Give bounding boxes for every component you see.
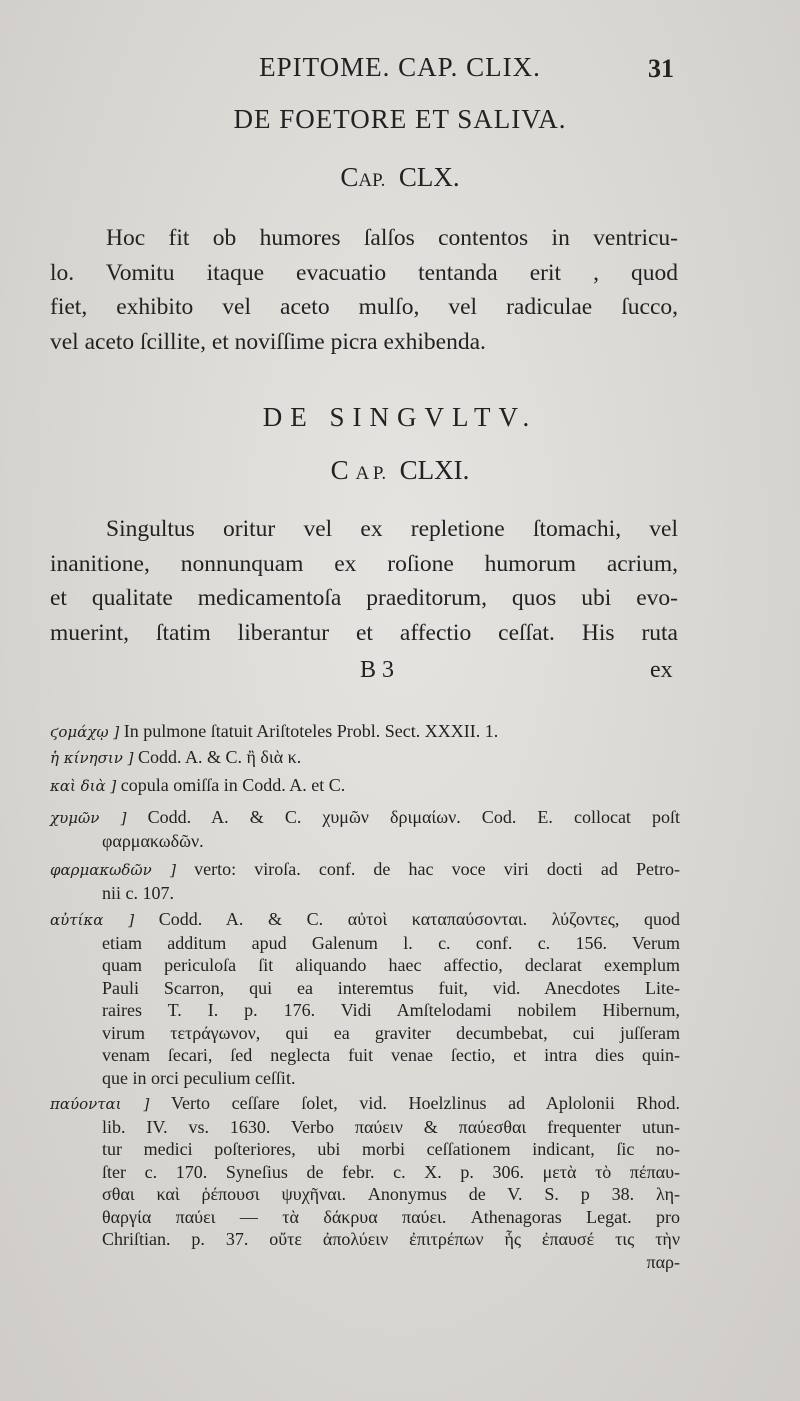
body-line: Singultus oritur vel ex repletione ſtomachi, vel: [106, 516, 678, 542]
footnote-line: φαρμακωδῶν.: [102, 830, 204, 851]
footnote-line: raires T. I. p. 176. Vidi Amſtelodami nobilem Hibernum,: [102, 1000, 680, 1020]
signature-mark: B 3: [360, 657, 395, 683]
body-line: Hoc fit ob humores ſalſos contentos in ventricu-: [106, 225, 678, 251]
catchword: ex: [650, 657, 673, 683]
footnote-line: que in orci peculium ceſſit.: [102, 1067, 296, 1088]
footnote-key: φαρμακωδῶν ]: [50, 861, 177, 879]
footnote-line: ſter c. 170. Syneſius de febr. c. X. p. 306. μετὰ τὸ πέπαυ-: [102, 1161, 680, 1182]
section-body-foetore: [50, 221, 678, 359]
footnote-key: ἡ κίνησιν ]: [50, 749, 134, 767]
footnote-line: Codd. A. & C. χυμῶν δριμαίων. Cod. E. collocat poſt: [147, 807, 681, 827]
footnote-line: Chriſtian. p. 37. οὔτε ἀπολύειν ἐπιτρέπων ἧς ἐπαυσέ τις τὴν: [102, 1229, 680, 1249]
footnote-line: lib. IV. vs. 1630. Verbo παύειν & παύεσθαι frequenter utun-: [102, 1116, 680, 1137]
footnote-line: παρ-: [646, 1251, 680, 1272]
footnote-line: tur medici poſteriores, ubi morbi ceſſationem indicant, ſic no-: [102, 1139, 680, 1159]
chapter-label-clxi: [0, 455, 800, 486]
footnote-line: copula omiſſa in Codd. A. et C.: [120, 775, 346, 795]
footnote-line: Pauli Scarron, qui ea interemtus fuit, vid. Anecdotes Lite-: [102, 977, 680, 998]
footnote: [50, 720, 680, 744]
footnote: [50, 908, 680, 1089]
cap-number: CLX.: [398, 162, 460, 192]
footnote: [50, 806, 680, 852]
footnote-line: θαργία παύει — τὰ δάκρυα παύει. Athenagoras Legat. pro: [102, 1206, 680, 1227]
footnote-key: παύονται ]: [50, 1095, 150, 1113]
footnote: [50, 746, 680, 770]
footnote-key: χυμῶν ]: [50, 809, 127, 827]
cap-prefix: C: [340, 162, 359, 192]
cap-smallcaps: A P.: [355, 463, 387, 484]
chapter-label-clx: [0, 162, 800, 193]
footnote-line: virum τετράγωνον, qui ea graviter decumbebat, cui juſſeram: [102, 1022, 680, 1043]
body-line: muerint, ſtatim liberantur et affectio ceſſat. His ruta: [50, 619, 678, 646]
body-line: lo. Vomitu itaque evacuatio tentanda erit , quod: [50, 259, 678, 286]
footnote-line: quam periculoſa ſit aliquando haec affectio, declarat exemplum: [102, 955, 680, 975]
footnote-line: In pulmone ſtatuit Ariſtoteles Probl. Sect. XXXII. 1.: [123, 721, 499, 741]
footnote-key: καὶ διὰ ]: [50, 777, 117, 795]
cap-smallcaps: AP.: [358, 170, 386, 191]
footnote-line: verto: viroſa. conf. de hac voce viri docti ad Petro-: [194, 859, 681, 879]
body-line: inanitione, nonnunquam ex roſione humorum acrium,: [50, 550, 678, 577]
body-line: et qualitate medicamentoſa praeditorum, quos ubi evo-: [50, 585, 678, 611]
footnote-line: etiam additum apud Galenum l. c. conf. c. 156. Verum: [102, 932, 680, 953]
body-line: vel aceto ſcillite, et noviſſime picra exhibenda.: [50, 328, 486, 355]
footnote-line: Verto ceſſare ſolet, vid. Hoelzlinus ad Aplolonii Rhod.: [171, 1093, 680, 1113]
footnote-line: Codd. A. & C. ἢ διὰ κ.: [137, 747, 302, 767]
footnote: [50, 774, 680, 798]
section-body-singultu: [50, 512, 678, 650]
section-heading-singultu: DE SINGVLTV.: [262, 402, 538, 432]
cap-number: CLXI.: [399, 455, 470, 485]
footnote-line: Codd. A. & C. αὐτοὶ καταπαύσονται. λύζοντες, quod: [158, 909, 680, 929]
body-line: fiet, exhibito vel aceto mulſo, vel radiculae ſucco,: [50, 294, 678, 320]
cap-prefix: C: [330, 455, 349, 485]
footnote-line: venam ſecari, ſed neglecta fuit venae ſectio, et intra dies quin-: [102, 1045, 680, 1065]
footnote-key: ϛομάχῳ ]: [50, 723, 120, 741]
footnote: [50, 858, 680, 904]
page-number: 31: [648, 54, 674, 83]
footnote-line: nii c. 107.: [102, 882, 174, 903]
footnote-line: σθαι καὶ ῥέπουσι ψυχῆναι. Anonymus de V. S. p 38. λη-: [102, 1184, 680, 1204]
footnote: [50, 1092, 680, 1273]
section-heading-foetore: DE FOETORE ET SALIVA.: [233, 104, 567, 134]
footnote-key: αὐτίκα ]: [50, 911, 135, 929]
running-head: EPITOME. CAP. CLIX.: [259, 52, 541, 82]
